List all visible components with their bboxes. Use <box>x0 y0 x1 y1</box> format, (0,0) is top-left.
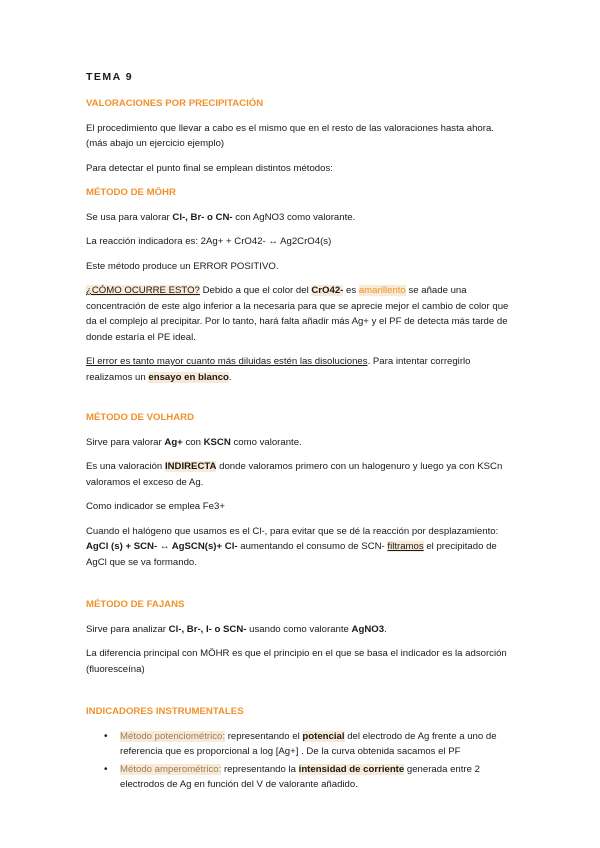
paragraph-fajans-uso: Sirve para analizar Cl-, Br-, I- o SCN- usando como valorante AgNO3. <box>86 623 387 635</box>
list-item: • Método potenciométrico: representando el potencial del electrodo de Ag frente a uno de referencia que es proporcional a log [Ag+] . De la curva obtenida sacamos el PF <box>104 730 497 757</box>
bullet-icon: • <box>104 763 108 775</box>
bullet-icon: • <box>104 730 108 742</box>
heading-volhard: MÉTODO DE VOLHARD <box>86 412 195 423</box>
paragraph-mohr-uso: Se usa para valorar Cl-, Br- o CN- con AgNO3 como valorante. <box>86 211 356 223</box>
heading-valoraciones: VALORACIONES POR PRECIPITACIÓN <box>86 98 264 109</box>
heading-mohr: MÉTODO DE MÖHR <box>86 187 176 198</box>
paragraph-mohr-diluidas: El error es tanto mayor cuanto más diluidas estén las disoluciones. Para intentar corregirlo realizamos un ensayo en blanco. <box>86 356 471 383</box>
page-title: TEMA 9 <box>86 71 134 83</box>
paragraph-fajans-diferencia: La diferencia principal con MÖHR es que el principio en el que se basa el indicador es la adsorción (fluoresceína) <box>86 648 507 675</box>
paragraph-volhard-uso: Sirve para valorar Ag+ con KSCN como valorante. <box>86 436 302 448</box>
paragraph-mohr-como: ¿CÓMO OCURRE ESTO? Debido a que el color del CrO42- es amarillento se añade una concentración de este algo inferior a la necesaria para que se aprecie mejor el cambio de color que da el complejo al precipitar. Por lo tanto, hará falta añadir más Ag+ y el PF de detecta más tarde de donde estaría el PE ideal. <box>86 285 509 343</box>
paragraph-volhard-indicador: Como indicador se emplea Fe3+ <box>86 501 225 512</box>
paragraph-volhard-halogeno: Cuando el halógeno que usamos es el Cl-, para evitar que se dé la reacción por desplazamiento: AgCl (s) + SCN- ↔ AgSCN(s)+ Cl- aumentando el consumo de SCN- filtramos el precipitado de AgCl que se va formando. <box>86 525 499 568</box>
instrumental-list <box>86 729 516 793</box>
heading-instrumentales: INDICADORES INSTRUMENTALES <box>86 706 244 717</box>
paragraph-procedimiento: El procedimiento que llevar a cabo es el mismo que en el resto de las valoraciones hasta ahora. (más abajo un ejercicio ejemplo) <box>86 122 494 149</box>
paragraph-volhard-indirecta: Es una valoración INDIRECTA donde valoramos primero con un halogenuro y luego ya con KSCn valoramos el exceso de Ag. <box>86 461 503 488</box>
paragraph-mohr-reaccion: La reacción indicadora es: 2Ag+ + CrO42- ↔ Ag2CrO4(s) <box>86 236 332 247</box>
paragraph-mohr-error: Este método produce un ERROR POSITIVO. <box>86 260 279 272</box>
paragraph-punto-final: Para detectar el punto final se emplean distintos métodos: <box>86 162 333 174</box>
heading-fajans: MÉTODO DE FAJANS <box>86 599 185 610</box>
list-item: • Método amperométrico: representando la intensidad de corriente generada entre 2 electrodos de Ag en función del V de valorante añadido. <box>104 763 480 790</box>
document-page <box>86 70 516 795</box>
